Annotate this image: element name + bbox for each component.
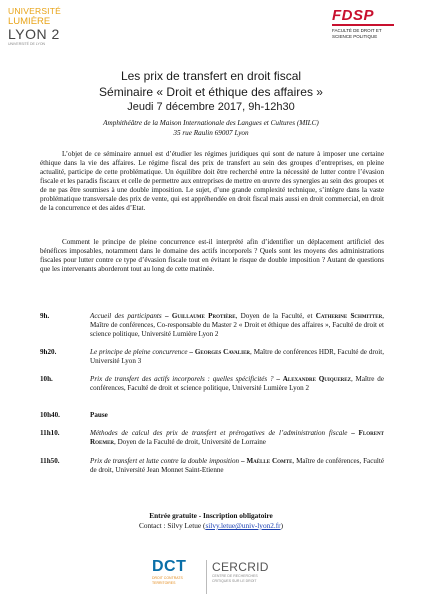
contact-label: Contact : Silvy Letue ( <box>138 521 206 530</box>
fdsp-underline <box>332 24 394 26</box>
program-time: 9h20. <box>40 348 57 356</box>
program-time: 10h. <box>40 375 53 383</box>
session-title: Prix de transfert et lutte contre la double imposition <box>90 457 240 465</box>
dct-logo <box>152 558 204 594</box>
session-title: Le principe de pleine concurrence <box>90 348 188 356</box>
logo-line: LYON 2 <box>8 26 60 42</box>
fdsp-logo <box>332 8 412 58</box>
program-description <box>90 375 384 393</box>
logo-line: UNIVERSITÉ <box>8 6 62 16</box>
speaker-name: Georges Cavalier <box>194 348 251 356</box>
seminar-title: Séminaire « Droit et éthique des affaires » <box>99 85 323 99</box>
session-title: Méthodes de calcul des prix de transfert et prérogatives de l’administration fiscale <box>90 429 348 437</box>
logo-divider <box>206 560 207 594</box>
venue-address: 35 rue Raulin 69007 Lyon <box>173 129 249 137</box>
speaker-name: Alexandre Quiquerez <box>282 375 351 383</box>
dct-name: DCT <box>152 558 187 575</box>
speaker-details: , Doyen de la Faculté, et <box>235 312 316 320</box>
logo-line: UNIVERSITÉ DE LYON <box>8 42 46 46</box>
contact-end: ) <box>280 521 284 530</box>
speaker-name: Catherine Schmitter <box>315 312 383 320</box>
cercrid-subtitle: CENTRE DE RECHERCHES CRITIQUES SUR LE DROIT <box>212 574 258 583</box>
separator: – <box>273 375 283 383</box>
questions-paragraph: Comment le principe de pleine concurrence est-il interprété afin d’identifier un déplacement artificiel des bénéfices imposables, notamment dans le domaine des actifs incorporels ? Quels sont les moyens des administrations fiscales pour lutter contre ce type d’évasion fiscale tout en évitant le risque de double imposition ? Autant de questions que les intervenants aborderont tout au long de cette matinée. <box>40 238 384 273</box>
session-title: Accueil des participants <box>90 312 162 320</box>
speaker-name: Guillaume Protière <box>171 312 236 320</box>
program-description <box>90 348 384 366</box>
speaker-details: , Maître de conférences, Co-responsable du Master 2 « Droit et éthique des affaires », Faculté de droit et science politique, Université Lumière Lyon 2 <box>90 312 384 338</box>
speaker-name: Florent Roemer <box>90 429 384 446</box>
speaker-details: , Doyen de la Faculté de droit, Université de Lorraine <box>114 438 266 446</box>
contact-email-link[interactable]: silvy.letue@univ-lyon2.fr <box>205 521 281 530</box>
program-list <box>40 312 384 512</box>
separator: – <box>347 429 359 437</box>
speaker-name: Maëlle Comte <box>246 457 293 465</box>
dct-subtitle: DROIT CONTRATS TERRITOIRES <box>152 576 183 585</box>
intro-paragraph: L’objet de ce séminaire annuel est d’étudier les régimes juridiques qui sont de nature à imposer une certaine éthique dans la vie des affaires. Le régime fiscal des prix de transfert au sein des groupes d’entreprises, en pleine actualité, participe de cette problématique. Un équilibre doit être recherché entre la nécessité de lutter contre l’évasion fiscale et les paradis fiscaux et celle de permettre aux entreprises de mettre en œuvre des synergies au sein des groupes et de ne pas être soumises à une double imposition. Le sujet, d’une grande complexité technique, s’intègre dans la vaste problématique transversale des prix de vente, qui est appréhendée en droit fiscal mais aussi en droit commercial, en droit de la concurrence et des aides d’Etat. <box>40 150 384 212</box>
separator: – <box>187 348 195 356</box>
program-time: 10h40. <box>40 411 60 419</box>
entry-notice: Entrée gratuite - Inscription obligatoire <box>149 511 273 520</box>
session-title: Pause <box>90 411 108 419</box>
program-description <box>90 457 384 475</box>
cercrid-logo <box>212 560 274 596</box>
program-description <box>90 411 384 420</box>
speaker-details: , Maître de conférences HDR, Faculté de droit, Université Lyon 3 <box>90 348 385 365</box>
separator: – <box>239 457 247 465</box>
university-lumiere-lyon2-logo <box>8 6 108 66</box>
speaker-details: , Maître de conférences, Faculté de droit et science politique, Université Lumière Lyon 2 <box>90 375 384 392</box>
separator: – <box>161 312 172 320</box>
program-time: 11h50. <box>40 457 60 465</box>
program-description <box>90 429 384 447</box>
event-date: Jeudi 7 décembre 2017, 9h-12h30 <box>127 101 295 113</box>
speaker-details: , Maître de conférences, Faculté de droit, Université Jean Monnet Saint-Etienne <box>90 457 384 474</box>
fdsp-line: SCIENCE POLITIQUE <box>332 33 378 39</box>
venue-name: Amphithéâtre de la Maison Internationale des Langues et Cultures (MILC) <box>103 119 319 127</box>
contact-line <box>0 521 422 530</box>
cercrid-name: CERCRID <box>212 560 269 574</box>
fdsp-line: FACULTÉ DE DROIT ET <box>332 28 382 33</box>
program-description <box>90 312 384 339</box>
fdsp-name: FDSP <box>332 7 375 24</box>
session-title: Prix de transfert des actifs incorporels : quelles spécificités ? <box>90 375 274 383</box>
program-time: 9h. <box>40 312 50 320</box>
logo-line: LUMIÈRE <box>8 16 51 27</box>
program-time: 11h10. <box>40 429 60 437</box>
page-title: Les prix de transfert en droit fiscal <box>120 69 302 83</box>
